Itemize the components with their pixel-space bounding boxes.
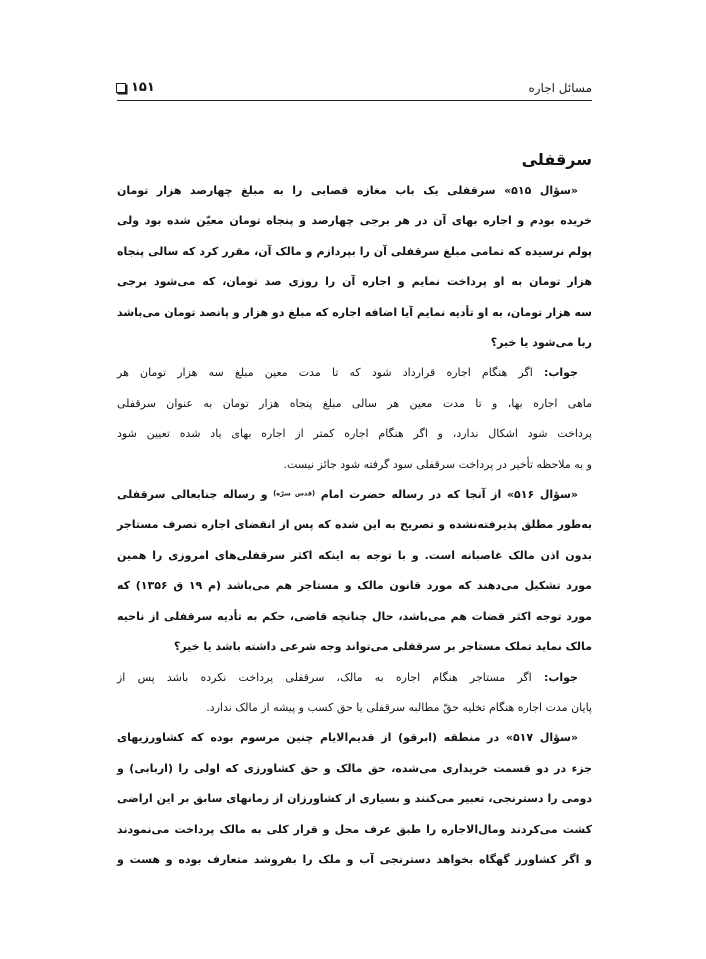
- line-text: اگر مستاجر هنگام اجاره به مالک، سرقفلی پرداخت نکرده باشد پس از: [117, 670, 532, 684]
- question-line: [117, 723, 592, 753]
- line-text: از آنجا که در رساله حضرت امام: [320, 488, 502, 502]
- running-title: مسائل اجاره: [528, 81, 592, 95]
- answer-line: ماهی اجاره بها، و تا مدت معین هر سالی مبلغ پنجاه هزار تومان به عنوان سرقفلی: [117, 396, 592, 410]
- line-text: اگر هنگام اجاره قرارداد شود که تا مدت معین مبلغ سه هزار تومان هر: [117, 366, 533, 380]
- question-515: [117, 176, 592, 358]
- question-line: [117, 176, 592, 206]
- question-516: [117, 480, 592, 662]
- question-line: و اگر کشاورز گهگاه بخواهد دسترنجی آب و ملک را بفروشد متعارف بوده و هست و: [117, 852, 592, 866]
- question-number-label: «سؤال ۵۱۷»: [505, 731, 578, 745]
- line-text: در منطقه (ابرقو) از قدیم‌الایام چنین مرسوم بوده که کشاورزیهای: [117, 731, 500, 745]
- question-line: هزار تومان به او پرداخت نمایم و اجاره آن را روزی صد تومان، که می‌شود برجی: [117, 275, 592, 289]
- question-number-label: «سؤال ۵۱۶»: [506, 488, 578, 502]
- answer-line: پایان مدت اجاره هنگام تخلیه حقّ مطالبه سرقفلی یا حق کسب و پیشه از مالک ندارد.: [206, 700, 592, 714]
- page-number: ۱۵۱: [131, 80, 155, 95]
- question-line: پولم نرسیده که تمامی مبلغ سرقفلی آن را بپردازم و مالک آن، مقرر کرد که سالی پنجاه: [117, 244, 592, 258]
- question-line: بدون اذن مالک غاصبانه است. و با توجه به اینکه اکثر سرقفلی‌های امروزی را همین: [117, 548, 592, 562]
- question-line: خریده بودم و اجاره بهای آن در هر برجی چهارصد و پنجاه تومان معیّن شده بود ولی: [117, 214, 592, 228]
- section-title: سرقفلی: [521, 150, 592, 169]
- answer-label: جواب:: [543, 366, 578, 380]
- answer-line: [117, 358, 592, 388]
- answer-516: [117, 663, 592, 724]
- question-line: کشت می‌کردند ومال‌الاجاره را طبق عرف محل و قرار کلی به مالک پرداخت می‌نمودند: [117, 822, 592, 836]
- header-rule: [117, 100, 592, 101]
- answer-line: [117, 663, 592, 693]
- question-517: [117, 723, 592, 875]
- text-body: [117, 176, 592, 875]
- square-marker-icon: [116, 83, 126, 93]
- line-text: سرقفلی یک باب مغازه قصابی را به مبلغ چهارصد هزار تومان: [117, 184, 496, 197]
- question-line: سه هزار تومان، به او تأدیه نمایم آیا اضافه اجاره که مبلغ دو هزار و پانصد تومان می‌باشد: [117, 305, 592, 319]
- question-number-label: «سؤال ۵۱۵»: [504, 184, 578, 197]
- question-line: دومی را دسترنجی، تعبیر می‌کنند و بسیاری از کشاورزان از زمانهای سابق بر این اراضی: [117, 792, 592, 806]
- honorific-note: (قدس سرّه): [273, 489, 316, 498]
- answer-line: پرداخت شود اشکال ندارد، و اگر هنگام اجاره کمتر از اجاره بهای یاد شده تعیین شود: [117, 427, 592, 441]
- question-line: [117, 480, 592, 510]
- answer-515: [117, 358, 592, 480]
- question-line: مورد توجه اکثر قضات هم می‌باشد، حال چنانچه قاضی، حکم به تأدیه سرقفلی از ناحیه: [117, 609, 592, 623]
- answer-label: جواب:: [543, 670, 578, 684]
- answer-line: و به ملاحظه تأخیر در پرداخت سرقفلی سود گرفته شود جائز نیست.: [283, 457, 592, 471]
- question-line: به‌طور مطلق پذیرفته‌نشده و تصریح به این شده که پس از انقضای اجاره تصرف مستاجر: [117, 518, 592, 532]
- question-line: ربا می‌شود یا خیر؟: [490, 336, 592, 350]
- question-line: مورد تشکیل می‌دهند که مورد قانون مالک و مستاجر هم می‌باشد (م ۱۹ ق ۱۳۵۶) که: [117, 579, 592, 593]
- line-text: و رساله جنابعالی سرقفلی: [117, 488, 268, 502]
- question-line: مالک نماید تملک مستاجر بر سرقفلی می‌تواند وجه شرعی داشته باشد یا خیر؟: [173, 640, 592, 654]
- page-number-group: [116, 79, 155, 97]
- question-line: جزء در دو قسمت خریداری می‌شده، حق مالک و حق کشاورزی که اولی را (اربابی) و: [117, 761, 592, 775]
